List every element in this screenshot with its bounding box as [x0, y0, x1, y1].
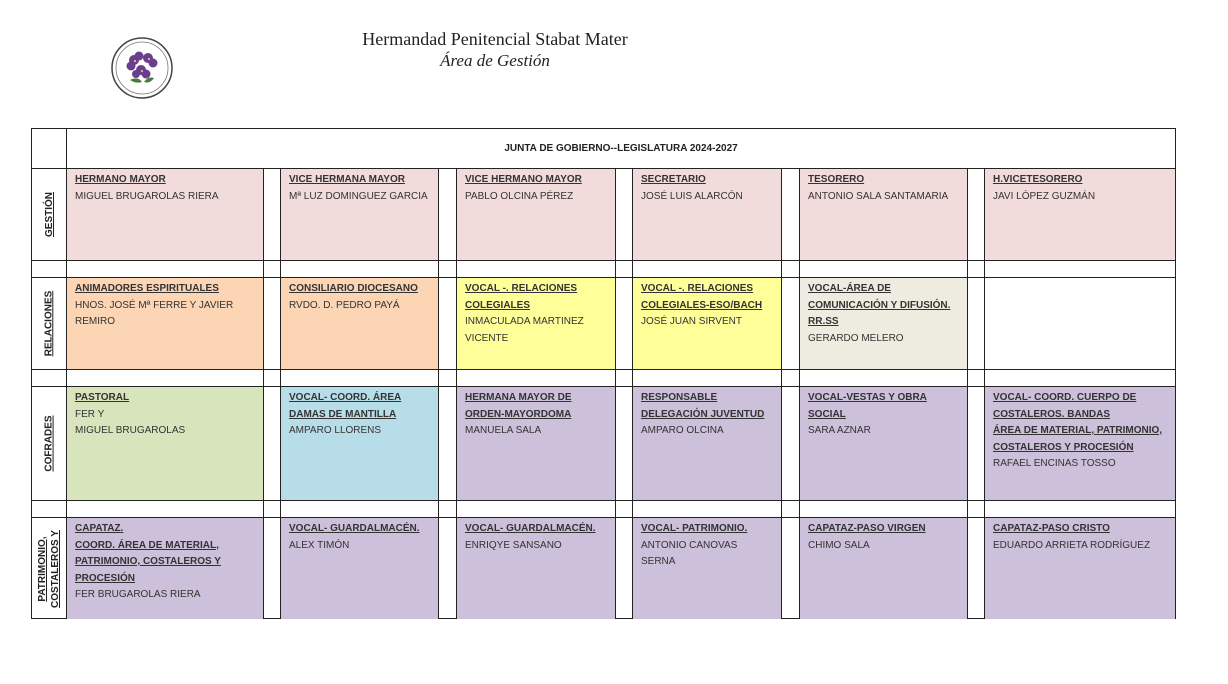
header-title: Hermandad Penitencial Stabat Mater: [362, 29, 628, 49]
member-name: JAVI LÓPEZ GUZMÁN: [993, 190, 1096, 202]
member-cell: [457, 387, 615, 500]
member-cell: [633, 278, 781, 369]
role-label: HERMANO MAYOR: [75, 174, 166, 185]
role-label: VOCAL -. RELACIONES COLEGIALES: [465, 283, 578, 311]
role-label: COORD. ÁREA DE MATERIAL, PATRIMONIO, COSTALEROS Y PROCESIÓN: [75, 539, 221, 584]
member-name: INMACULADA MARTINEZ VICENTE: [465, 316, 584, 344]
member-cell: [985, 169, 1175, 260]
member-name: Mª LUZ DOMINGUEZ GARCIA: [289, 190, 428, 202]
member-name: MIGUEL BRUGAROLAS RIERA: [75, 190, 219, 202]
header-subtitle: Área de Gestión: [440, 51, 550, 70]
member-name: ANTONIO SALA SANTAMARIA: [808, 190, 949, 202]
role-label: VOCAL- GUARDALMACÉN.: [289, 523, 420, 534]
member-name: JOSÉ JUAN SIRVENT: [641, 316, 742, 327]
member-name: RVDO. D. PEDRO PAYÁ: [289, 299, 400, 311]
role-label: TESORERO: [808, 174, 865, 185]
member-name: RAFAEL ENCINAS TOSSO: [993, 458, 1116, 469]
member-cell: [800, 169, 967, 260]
role-label: VOCAL- COORD. ÁREA DAMAS DE MANTILLA: [289, 392, 402, 420]
role-label: VOCAL -. RELACIONES COLEGIALES-ESO/BACH: [641, 283, 763, 311]
role-label: H.VICETESORERO: [993, 174, 1083, 185]
section-label-gestion: GESTIÓN: [43, 191, 55, 238]
role-label: ÁREA DE MATERIAL, PATRIMONIO, COSTALEROS Y PROCESIÓN: [993, 425, 1163, 453]
member-cell: [633, 387, 781, 500]
member-cell: [67, 278, 263, 369]
member-name: ALEX TIMÓN: [289, 539, 350, 551]
role-label: HERMANA MAYOR DE ORDEN-MAYORDOMA: [465, 392, 572, 420]
role-label: VOCAL- COORD. CUERPO DE COSTALEROS. BANDAS: [993, 392, 1137, 420]
member-cell: [800, 518, 967, 619]
member-cell: [281, 518, 438, 619]
section-label-patrimonio: PATRIMONIO, COSTALEROS Y: [37, 529, 62, 608]
role-label: PASTORAL: [75, 392, 130, 403]
member-name: PABLO OLCINA PÉREZ: [465, 190, 574, 202]
role-label: ANIMADORES ESPIRITUALES: [75, 283, 219, 294]
board-table: [31, 128, 1176, 619]
role-label: VICE HERMANO MAYOR: [465, 174, 582, 185]
section-label-cofrades: COFRADES: [43, 415, 55, 472]
member-cell: [457, 278, 615, 369]
member-cell: [67, 387, 263, 500]
role-label: RESPONSABLE DELEGACIÓN JUVENTUD: [641, 392, 765, 420]
member-name: CHIMO SALA: [808, 539, 870, 551]
member-name: AMPARO OLCINA: [641, 425, 724, 436]
member-cell: [633, 169, 781, 260]
role-label: CAPATAZ-PASO VIRGEN: [808, 523, 926, 534]
brotherhood-logo: [110, 36, 174, 100]
member-name: ENRIQYE SANSANO: [465, 539, 562, 551]
member-cell: [281, 387, 438, 500]
member-name: JOSÉ LUIS ALARCÓN: [641, 190, 743, 202]
member-name: SARA AZNAR: [808, 425, 871, 436]
member-cell: [985, 518, 1175, 619]
member-name: GERARDO MELERO: [808, 332, 904, 344]
member-cell: [457, 169, 615, 260]
member-cell: [67, 518, 263, 619]
member-name: MIGUEL BRUGAROLAS: [75, 425, 186, 436]
member-cell: [633, 518, 781, 619]
role-label: CAPATAZ.: [75, 523, 124, 534]
role-label: VOCAL-VESTAS Y OBRA SOCIAL: [808, 392, 927, 420]
member-cell: [281, 278, 438, 369]
member-name: ANTONIO CANOVAS SERNA: [641, 539, 738, 567]
member-name: EDUARDO ARRIETA RODRÍGUEZ: [993, 539, 1151, 551]
member-name: MANUELA SALA: [465, 425, 542, 436]
table-title: JUNTA DE GOBIERNO--LEGISLATURA 2024-2027: [504, 143, 738, 154]
section-label-relaciones: RELACIONES: [43, 290, 55, 357]
member-cell: [457, 518, 615, 619]
role-label: VOCAL-ÁREA DE COMUNICACIÓN Y DIFUSIÓN. RR.SS: [808, 283, 951, 327]
role-label: VOCAL- GUARDALMACÉN.: [465, 523, 596, 534]
role-label: VOCAL- PATRIMONIO.: [641, 523, 748, 534]
role-label: VICE HERMANA MAYOR: [289, 174, 405, 185]
member-cell: [985, 387, 1175, 500]
member-name: HNOS. JOSÉ Mª FERRE Y JAVIER REMIRO: [75, 299, 234, 327]
member-cell: [800, 278, 967, 369]
member-name: FER Y: [75, 408, 105, 420]
member-cell: [800, 387, 967, 500]
member-cell: [281, 169, 438, 260]
role-label: CONSILIARIO DIOCESANO: [289, 283, 418, 294]
member-cell: [67, 169, 263, 260]
role-label: CAPATAZ-PASO CRISTO: [993, 523, 1110, 534]
member-name: FER BRUGAROLAS RIERA: [75, 589, 201, 600]
role-label: SECRETARIO: [641, 174, 706, 185]
member-name: AMPARO LLORENS: [289, 425, 382, 436]
